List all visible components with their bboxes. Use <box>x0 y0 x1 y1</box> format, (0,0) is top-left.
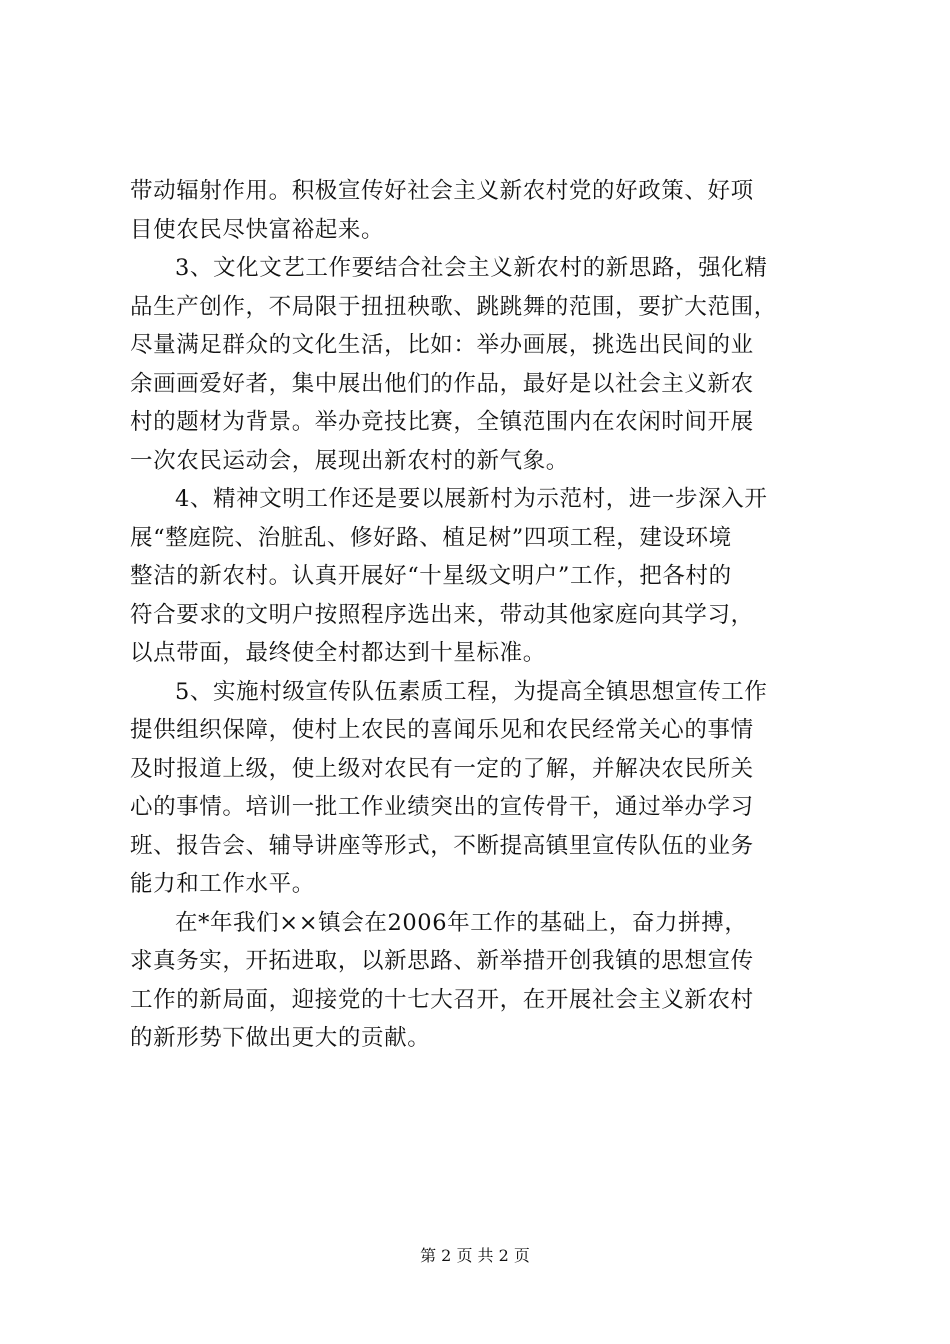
text-line: 整洁的新农村。认真开展好“十星级文明户”工作，把各村的 <box>130 563 732 589</box>
text-line: 工作的新局面，迎接党的十七大召开，在开展社会主义新农村 <box>130 986 754 1013</box>
text-line: 5、实施村级宣传队伍素质工程，为提高全镇思想宣传工作 <box>175 678 768 705</box>
text-line: 3、文化文艺工作要结合社会主义新农村的新思路，强化精 <box>175 255 768 281</box>
text-line: 一次农民运动会，展现出新农村的新气象。 <box>130 447 569 474</box>
text-line: 展“整庭院、治脏乱、修好路、植足树”四项工程，建设环境 <box>130 524 732 551</box>
text-line: 求真务实，开拓进取，以新思路、新举措开创我镇的思想宣传 <box>130 948 754 974</box>
page-footer: 第 2 页 共 2 页 <box>420 1246 530 1265</box>
text-line: 能力和工作水平。 <box>130 871 315 897</box>
text-line: 提供组织保障，使村上农民的喜闻乐见和农民经常关心的事情 <box>130 717 754 743</box>
text-line: 余画画爱好者，集中展出他们的作品，最好是以社会主义新农 <box>130 370 754 397</box>
text-line: 带动辐射作用。积极宣传好社会主义新农村党的好政策、好项 <box>130 178 754 204</box>
text-line: 班、报告会、辅导讲座等形式，不断提高镇里宣传队伍的业务 <box>130 832 754 859</box>
text-line: 心的事情。培训一批工作业绩突出的宣传骨干，通过举办学习 <box>130 794 754 820</box>
text-line: 以点带面，最终使全村都达到十星标准。 <box>130 640 546 666</box>
text-line: 尽量满足群众的文化生活，比如：举办画展，挑选出民间的业 <box>130 332 754 358</box>
text-line: 目使农民尽快富裕起来。 <box>130 216 385 243</box>
text-line: 及时报道上级，使上级对农民有一定的了解，并解决农民所关 <box>130 755 754 782</box>
document-body <box>130 172 840 1058</box>
text-line: 品生产创作，不局限于扭扭秧歌、跳跳舞的范围，要扩大范围， <box>130 293 777 320</box>
text-line: 4、精神文明工作还是要以展新村为示范村，进一步深入开 <box>175 486 768 512</box>
text-line: 村的题材为背景。举办竞技比赛，全镇范围内在农闲时间开展 <box>130 409 754 435</box>
text-line: 符合要求的文明户按照程序选出来，带动其他家庭向其学习， <box>130 601 754 628</box>
text-line: 在*年我们××镇会在2006年工作的基础上，奋力拼搏， <box>175 909 748 936</box>
text-line: 的新形势下做出更大的贡献。 <box>130 1025 431 1051</box>
